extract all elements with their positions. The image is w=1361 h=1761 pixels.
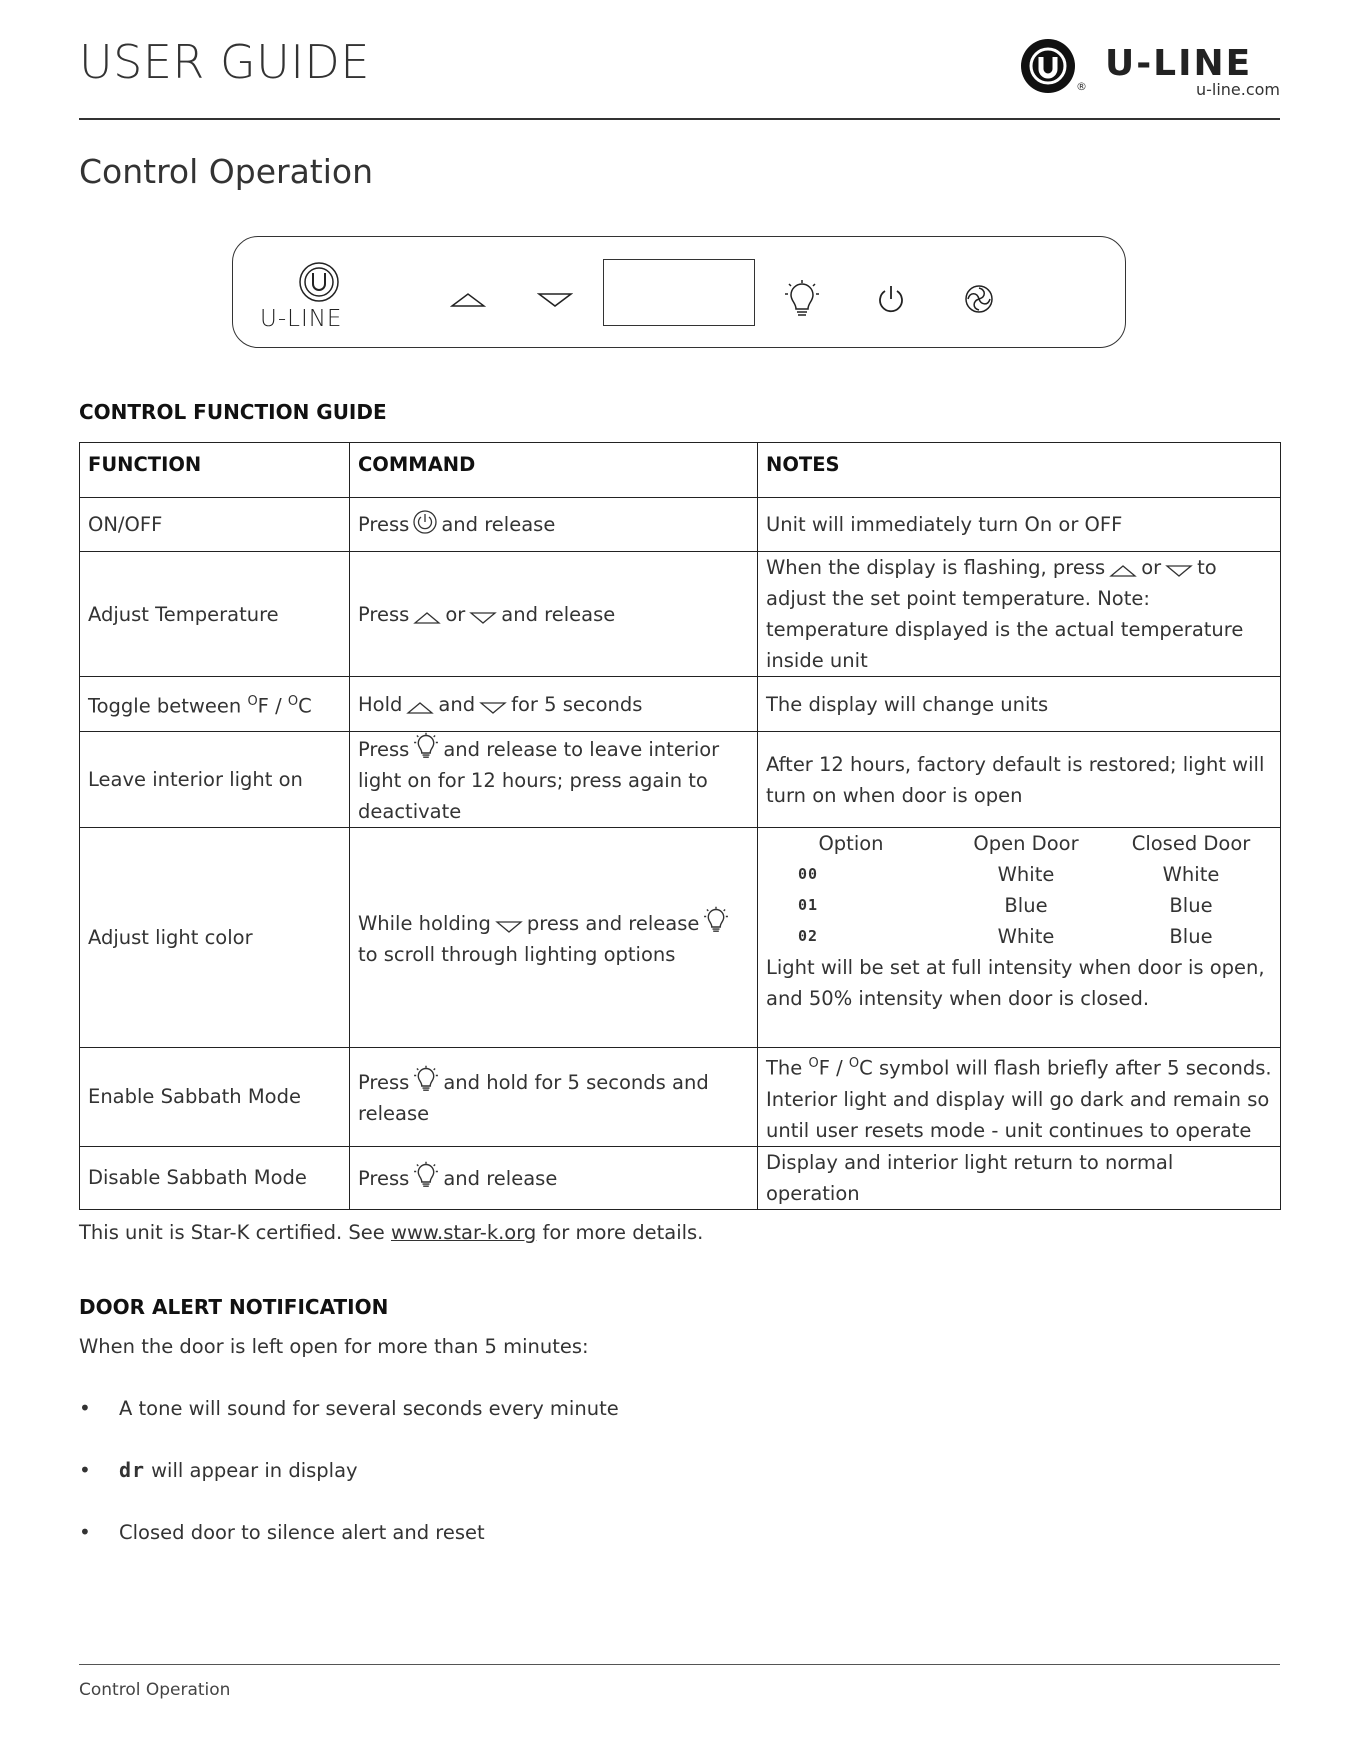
bullet-icon: • xyxy=(79,1458,91,1482)
degree-superscript: O xyxy=(808,1056,819,1071)
certification-text: for more details. xyxy=(542,1221,704,1244)
down-arrow-icon xyxy=(1165,564,1193,578)
list-item xyxy=(79,1456,358,1485)
light-icon xyxy=(413,1065,439,1093)
down-arrow-icon xyxy=(495,920,523,934)
table-row xyxy=(80,677,1281,732)
section-title: Control Operation xyxy=(79,152,374,191)
notes-cell: The display will change units xyxy=(758,677,1281,732)
certification-text: This unit is Star-K certified. See xyxy=(79,1221,385,1244)
light-icon xyxy=(703,906,729,934)
light-icon xyxy=(784,279,820,319)
function-cell: Leave interior light on xyxy=(80,732,350,828)
command-text: and release xyxy=(443,1167,558,1190)
command-text: Press xyxy=(358,1070,410,1094)
list-item xyxy=(79,1394,619,1423)
table-row xyxy=(80,1146,1281,1209)
light-icon xyxy=(413,1161,439,1189)
command-cell xyxy=(350,1146,758,1209)
function-cell xyxy=(80,677,350,732)
option-open-door: White xyxy=(997,925,1055,948)
option-header: Option xyxy=(818,832,884,855)
command-text: and release xyxy=(501,602,616,626)
command-text: to scroll through lighting options xyxy=(358,942,676,966)
command-text: and hold for 5 seconds and release xyxy=(358,1070,709,1125)
control-function-guide-heading: CONTROL FUNCTION GUIDE xyxy=(79,400,387,424)
command-cell xyxy=(350,677,758,732)
notes-text: When the display is flashing, press xyxy=(766,556,1106,579)
command-text: While holding xyxy=(358,911,491,935)
up-arrow-icon xyxy=(413,611,441,625)
table-row xyxy=(80,498,1281,552)
notes-cell xyxy=(758,552,1281,677)
light-intensity-note: Light will be set at full intensity when door is open, and 50% intensity when door is closed. xyxy=(766,956,1265,1010)
command-text: Hold xyxy=(358,692,403,716)
u-line-logo-icon xyxy=(1020,38,1076,94)
up-arrow-icon xyxy=(1109,564,1137,578)
column-header-notes: NOTES xyxy=(758,443,1281,498)
list-item-text: Closed door to silence alert and reset xyxy=(119,1521,485,1544)
function-text: Toggle between xyxy=(88,694,242,718)
command-text: Press xyxy=(358,602,410,626)
degree-superscript: O xyxy=(287,694,299,710)
footer-rule xyxy=(79,1664,1280,1665)
door-alert-heading: DOOR ALERT NOTIFICATION xyxy=(79,1295,389,1319)
table-header-row xyxy=(80,443,1281,498)
up-arrow-icon xyxy=(406,701,434,715)
power-icon xyxy=(876,283,906,315)
panel-logo-icon xyxy=(296,259,342,305)
notes-cell xyxy=(758,1048,1281,1147)
command-text: press and release xyxy=(526,911,700,935)
notes-text: to adjust the set point temperature. Note: temperature displayed is the actual temperature inside unit xyxy=(766,556,1244,672)
command-cell xyxy=(350,1048,758,1147)
command-text: Press xyxy=(358,1167,410,1190)
degree-superscript: O xyxy=(247,694,258,710)
list-item-text: will appear in display xyxy=(151,1459,358,1482)
function-cell: Disable Sabbath Mode xyxy=(80,1146,350,1209)
command-text: Press xyxy=(358,738,410,761)
power-icon xyxy=(413,509,437,535)
up-arrow-icon xyxy=(450,292,486,308)
down-arrow-icon xyxy=(479,701,507,715)
table-row xyxy=(80,828,1281,1048)
notes-cell: After 12 hours, factory default is restored; light will turn on when door is open xyxy=(758,732,1281,828)
list-item-text: A tone will sound for several seconds every minute xyxy=(119,1397,619,1420)
command-cell xyxy=(350,498,758,552)
document-title: USER GUIDE xyxy=(79,35,370,89)
brand-wordmark: U-LINE xyxy=(1105,43,1253,84)
option-closed-door: Blue xyxy=(1169,894,1213,917)
down-arrow-icon xyxy=(469,611,497,625)
bullet-icon: • xyxy=(79,1520,91,1544)
fan-icon xyxy=(964,284,994,314)
notes-cell: Unit will immediately turn On or OFF xyxy=(758,498,1281,552)
notes-text: C symbol will flash briefly after 5 seconds. Interior light and display will go dark and remain so until user resets mode - unit continues to operate xyxy=(766,1056,1272,1142)
option-open-door: White xyxy=(997,863,1055,886)
degree-superscript: O xyxy=(848,1056,860,1071)
footer-section-label: Control Operation xyxy=(79,1680,231,1700)
down-arrow-icon xyxy=(537,292,573,308)
column-header-function: FUNCTION xyxy=(80,443,350,498)
table-row xyxy=(80,732,1281,828)
option-code: 00 xyxy=(798,865,819,883)
command-text: Press xyxy=(358,513,410,536)
light-option-table xyxy=(766,828,1272,952)
table-row xyxy=(80,1048,1281,1147)
option-header: Open Door xyxy=(973,832,1079,855)
registered-mark: ® xyxy=(1076,80,1087,93)
bullet-icon: • xyxy=(79,1396,91,1420)
column-header-command: COMMAND xyxy=(350,443,758,498)
notes-text: The xyxy=(766,1056,803,1080)
notes-cell xyxy=(758,828,1281,1048)
function-cell: Adjust light color xyxy=(80,828,350,1048)
header-rule xyxy=(79,118,1280,120)
notes-text: or xyxy=(1141,556,1162,579)
command-text: and release to leave interior light on for 12 hours; press again to deactivate xyxy=(358,738,720,823)
notes-cell: Display and interior light return to normal operation xyxy=(758,1146,1281,1209)
command-text: for 5 seconds xyxy=(511,692,643,716)
option-header: Closed Door xyxy=(1131,832,1251,855)
function-cell: ON/OFF xyxy=(80,498,350,552)
brand-logo xyxy=(1020,38,1280,100)
option-code: 02 xyxy=(798,927,819,945)
function-cell: Enable Sabbath Mode xyxy=(80,1048,350,1147)
notes-text: F / xyxy=(818,1056,843,1080)
list-item xyxy=(79,1518,485,1547)
option-open-door: Blue xyxy=(1004,894,1048,917)
light-icon xyxy=(413,732,439,760)
function-text: F / xyxy=(257,694,282,718)
brand-url: u-line.com xyxy=(1195,80,1280,99)
command-cell xyxy=(350,828,758,1048)
door-alert-intro: When the door is left open for more than 5 minutes: xyxy=(79,1335,589,1358)
command-text: or xyxy=(445,602,466,626)
display-code: dr xyxy=(119,1458,146,1482)
panel-brand-label: U-LINE xyxy=(260,306,343,332)
command-text: and xyxy=(438,692,476,716)
certification-note xyxy=(79,1219,703,1247)
function-cell: Adjust Temperature xyxy=(80,552,350,677)
option-code: 01 xyxy=(798,896,819,914)
star-k-link[interactable]: www.star-k.org xyxy=(391,1221,537,1244)
option-closed-door: White xyxy=(1162,863,1220,886)
option-closed-door: Blue xyxy=(1169,925,1213,948)
command-cell xyxy=(350,552,758,677)
control-function-table xyxy=(79,442,1281,1210)
command-text: and release xyxy=(441,513,556,536)
command-cell xyxy=(350,732,758,828)
table-row xyxy=(80,552,1281,677)
panel-display xyxy=(603,259,755,326)
function-text: C xyxy=(298,694,312,718)
